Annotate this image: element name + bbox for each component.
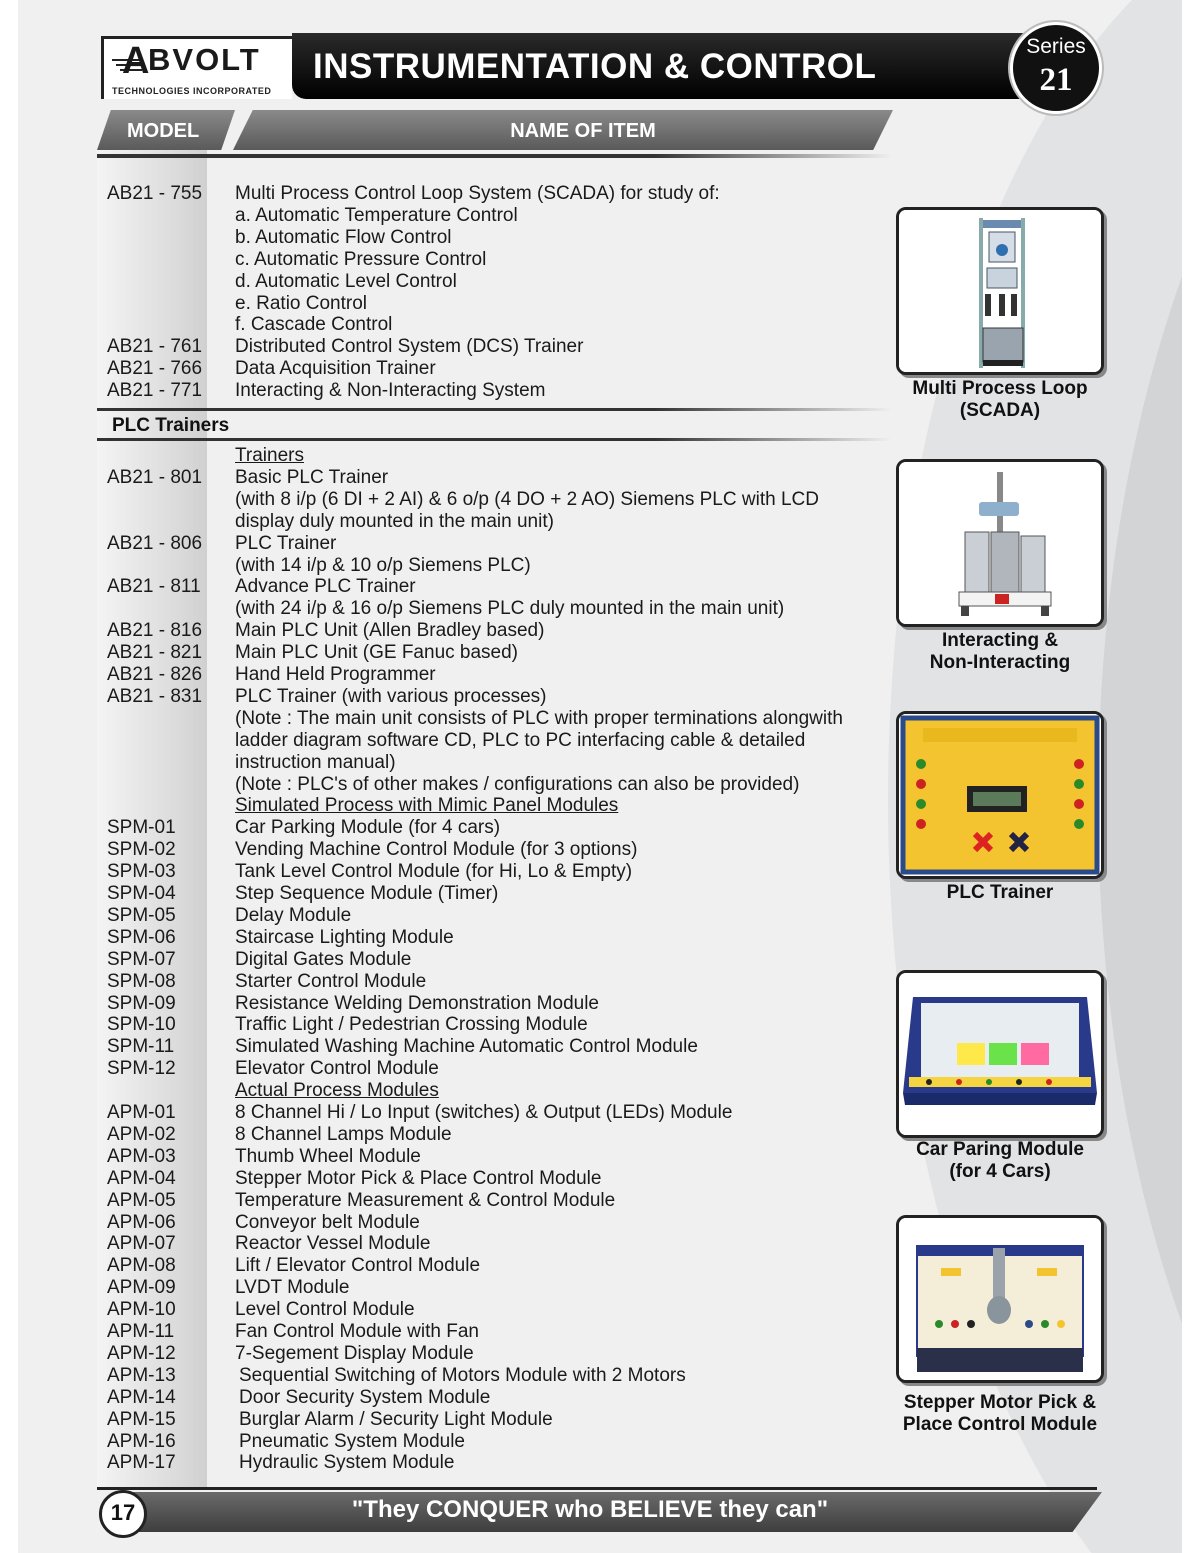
item-name: Data Acquisition Trainer: [235, 358, 436, 380]
item-row: [0, 1431, 880, 1453]
item-name: d. Automatic Level Control: [235, 270, 457, 292]
photo-interacting: [896, 459, 1104, 627]
item-name: Staircase Lighting Module: [235, 926, 454, 948]
item-row: [0, 533, 880, 555]
item-name: Lift / Elevator Control Module: [235, 1255, 481, 1277]
item-name: 8 Channel Lamps Module: [235, 1123, 452, 1145]
item-row: [0, 752, 880, 774]
item-name: 8 Channel Hi / Lo Input (switches) & Output (LEDs) Module: [235, 1102, 733, 1123]
item-name: Door Security System Module: [239, 1386, 491, 1408]
item-row: [0, 620, 880, 642]
item-row: [0, 1452, 880, 1474]
model-code: SPM-01: [107, 817, 176, 839]
photo-stepper-motor-module: [896, 1215, 1104, 1383]
item-row: [0, 598, 880, 620]
header-divider: [97, 154, 892, 158]
model-code: APM-11: [107, 1321, 175, 1342]
item-name: Level Control Module: [235, 1299, 415, 1321]
model-code: APM-14: [107, 1386, 176, 1408]
multi-process-loop-image: [899, 210, 1101, 372]
model-code: APM-15: [107, 1408, 176, 1430]
item-row: [0, 642, 880, 664]
item-row: [0, 686, 880, 708]
model-code: APM-07: [107, 1233, 176, 1255]
item-row: [0, 1387, 880, 1409]
item-row: [0, 576, 880, 598]
logo-tagline: TECHNOLOGIES INCORPORATED: [112, 86, 272, 96]
item-row: [0, 1212, 880, 1234]
item-row: [0, 817, 880, 839]
model-code: APM-16: [107, 1430, 176, 1452]
item-row: [0, 1080, 880, 1102]
item-name: display duly mounted in the main unit): [235, 510, 554, 532]
caption-interacting: [880, 630, 1120, 674]
item-row: [0, 1190, 880, 1212]
item-row: [0, 839, 880, 861]
item-row: [0, 971, 880, 993]
model-code: AB21 - 806: [107, 532, 203, 554]
model-code: AB21 - 761: [107, 336, 203, 358]
item-name: a. Automatic Temperature Control: [235, 204, 518, 226]
item-row: [0, 1409, 880, 1431]
model-code: APM-09: [107, 1277, 176, 1299]
caption-line: (SCADA): [959, 400, 1041, 421]
footer-divider: [97, 1487, 1097, 1490]
item-name: Temperature Measurement & Control Module: [235, 1189, 616, 1211]
item-name: Car Parking Module (for 4 cars): [235, 817, 501, 839]
item-name: Multi Process Control Loop System (SCADA) for study of:: [235, 183, 720, 204]
model-code: AB21 - 811: [107, 576, 201, 598]
plc-trainer-image: [899, 714, 1101, 876]
item-name: Fan Control Module with Fan: [235, 1321, 479, 1342]
item-name: Resistance Welding Demonstration Module: [235, 992, 599, 1014]
model-code: APM-06: [107, 1211, 176, 1233]
item-row: [0, 1343, 880, 1365]
model-code: APM-03: [107, 1145, 176, 1167]
item-name: e. Ratio Control: [235, 292, 368, 314]
item-row: [0, 445, 880, 467]
series-label: Series: [1026, 35, 1086, 58]
subsection-heading: Simulated Process with Mimic Panel Modules: [235, 795, 619, 817]
interacting-system-image: [899, 462, 1101, 624]
caption-line: Car Paring Module: [916, 1139, 1084, 1160]
item-row: [0, 1365, 880, 1387]
item-row: [0, 993, 880, 1015]
item-row: [0, 708, 880, 730]
model-code: AB21 - 816: [107, 620, 203, 642]
item-row: [0, 664, 880, 686]
item-name: Step Sequence Module (Timer): [235, 883, 499, 904]
item-row: [0, 249, 880, 271]
model-code: APM-13: [107, 1364, 176, 1386]
item-name: Tank Level Control Module (for Hi, Lo & Empty): [235, 861, 633, 883]
item-row: [0, 730, 880, 752]
item-name: Pneumatic System Module: [239, 1430, 465, 1452]
model-code: APM-02: [107, 1123, 176, 1145]
item-row: [0, 1233, 880, 1255]
model-code: AB21 - 766: [107, 358, 203, 380]
model-code: SPM-07: [107, 948, 176, 970]
item-name: Traffic Light / Pedestrian Crossing Module: [235, 1014, 588, 1036]
model-code: APM-05: [107, 1189, 176, 1211]
item-row: [0, 1168, 880, 1190]
item-row: [0, 1299, 880, 1321]
item-row: [0, 1058, 880, 1080]
item-name: (Note : The main unit consists of PLC with proper terminations alongwith: [235, 707, 843, 729]
item-row: [0, 1124, 880, 1146]
item-row: [0, 358, 880, 380]
item-row: [0, 271, 880, 293]
item-name: Hydraulic System Module: [239, 1452, 455, 1474]
item-row: [0, 336, 880, 358]
item-name: Thumb Wheel Module: [235, 1145, 421, 1167]
item-name: PLC Trainer (with various processes): [235, 685, 547, 707]
item-name: Distributed Control System (DCS) Trainer: [235, 336, 584, 358]
item-name: (Note : PLC's of other makes / configurations can also be provided): [235, 773, 800, 795]
caption-line: Place Control Module: [902, 1414, 1098, 1435]
item-name: Basic PLC Trainer: [235, 466, 389, 488]
model-code: APM-12: [107, 1342, 176, 1364]
model-code: AB21 - 831: [107, 685, 203, 707]
model-code: APM-04: [107, 1167, 176, 1189]
model-code: SPM-08: [107, 970, 176, 992]
section-divider-top: [97, 408, 892, 411]
item-name: instruction manual): [235, 751, 396, 773]
item-row: [0, 883, 880, 905]
model-code: SPM-04: [107, 883, 176, 904]
stepper-motor-module-image: [899, 1218, 1101, 1380]
item-name: Vending Machine Control Module (for 3 options): [235, 839, 638, 861]
section-divider-bottom: [97, 438, 892, 441]
item-name: Starter Control Module: [235, 970, 427, 992]
car-parking-module-image: [899, 973, 1101, 1135]
name-column-label: NAME OF ITEM: [510, 120, 656, 142]
caption-line: Interacting &: [941, 630, 1059, 651]
item-name: Sequential Switching of Motors Module with 2 Motors: [239, 1364, 686, 1386]
item-name: c. Automatic Pressure Control: [235, 248, 487, 270]
item-name: Burglar Alarm / Security Light Module: [239, 1408, 553, 1430]
item-row: [0, 293, 880, 315]
item-name: LVDT Module: [235, 1277, 350, 1299]
footer-quote: "They CONQUER who BELIEVE they can": [351, 1496, 829, 1523]
item-row: [0, 314, 880, 336]
model-code: AB21 - 801: [107, 466, 203, 488]
caption-car-parking-module: [880, 1139, 1120, 1183]
caption-line: (for 4 Cars): [949, 1161, 1051, 1182]
model-code: SPM-09: [107, 992, 176, 1014]
series-number: 21: [1039, 62, 1073, 98]
caption-plc-trainer: [880, 882, 1120, 904]
caption-line: Non-Interacting: [929, 652, 1071, 673]
model-code: SPM-06: [107, 926, 176, 948]
model-code: AB21 - 755: [107, 183, 203, 204]
subsection-heading: Actual Process Modules: [235, 1080, 439, 1102]
item-row: [0, 949, 880, 971]
model-code: APM-10: [107, 1299, 176, 1321]
model-column-label: MODEL: [127, 120, 200, 142]
item-row: [0, 1102, 880, 1124]
caption-line: Stepper Motor Pick &: [903, 1392, 1097, 1413]
item-row: [0, 511, 880, 533]
item-name: (with 14 i/p & 10 o/p Siemens PLC): [235, 554, 531, 576]
caption-line: PLC Trainer: [946, 882, 1054, 903]
item-row: [0, 467, 880, 489]
caption-line: Multi Process Loop: [912, 378, 1088, 399]
item-name: Delay Module: [235, 904, 352, 926]
item-name: f. Cascade Control: [235, 314, 393, 336]
item-row: [0, 795, 880, 817]
item-row: [0, 1014, 880, 1036]
photo-car-parking-module: [896, 970, 1104, 1138]
photo-plc-trainer: [896, 711, 1104, 879]
item-name: PLC Trainer: [235, 532, 337, 554]
item-row: [0, 489, 880, 511]
model-code: SPM-10: [107, 1014, 176, 1036]
caption-multi-process-loop: [880, 378, 1120, 422]
item-row: [0, 227, 880, 249]
item-row: [0, 205, 880, 227]
item-name: Hand Held Programmer: [235, 664, 436, 685]
item-row: [0, 1321, 880, 1343]
photo-multi-process-loop: [896, 207, 1104, 375]
item-name: (with 8 i/p (6 DI + 2 AI) & 6 o/p (4 DO + 2 AO) Siemens PLC with LCD: [235, 488, 819, 510]
item-row: [0, 774, 880, 796]
item-row: [0, 555, 880, 577]
model-code: SPM-03: [107, 861, 176, 883]
item-name: Digital Gates Module: [235, 948, 412, 970]
item-row: [0, 380, 880, 402]
subsection-heading: Trainers: [235, 445, 304, 466]
item-name: Main PLC Unit (Allen Bradley based): [235, 620, 545, 642]
model-code: AB21 - 826: [107, 664, 203, 685]
model-code: APM-01: [107, 1102, 176, 1123]
item-name: Advance PLC Trainer: [235, 576, 416, 598]
model-code: APM-08: [107, 1255, 176, 1277]
item-row: [0, 183, 880, 205]
item-row: [0, 1277, 880, 1299]
item-name: Conveyor belt Module: [235, 1211, 420, 1233]
item-row: [0, 1255, 880, 1277]
model-code: AB21 - 771: [107, 380, 203, 402]
item-name: Simulated Washing Machine Automatic Control Module: [235, 1036, 698, 1058]
item-row: [0, 861, 880, 883]
item-name: Main PLC Unit (GE Fanuc based): [235, 642, 519, 664]
logo-initial: A: [122, 40, 150, 82]
logo-wordmark: BVOLT: [148, 42, 261, 77]
model-code: SPM-12: [107, 1058, 176, 1080]
section-heading-plc: PLC Trainers: [112, 415, 230, 436]
caption-stepper-motor-module: [880, 1392, 1120, 1436]
item-name: b. Automatic Flow Control: [235, 226, 452, 248]
item-row: [0, 927, 880, 949]
item-row: [0, 1146, 880, 1168]
item-name: 7-Segement Display Module: [235, 1342, 474, 1364]
item-name: Stepper Motor Pick & Place Control Module: [235, 1167, 602, 1189]
item-name: (with 24 i/p & 16 o/p Siemens PLC duly mounted in the main unit): [235, 598, 785, 620]
model-code: AB21 - 821: [107, 642, 203, 664]
item-name: Interacting & Non-Interacting System: [235, 380, 546, 402]
item-row: [0, 905, 880, 927]
model-code: SPM-11: [107, 1036, 175, 1058]
item-name: ladder diagram software CD, PLC to PC interfacing cable & detailed: [235, 729, 806, 751]
model-code: SPM-02: [107, 839, 176, 861]
model-code: SPM-05: [107, 904, 176, 926]
item-row: [0, 1036, 880, 1058]
item-name: Reactor Vessel Module: [235, 1233, 431, 1255]
model-code: APM-17: [107, 1452, 176, 1474]
page-title: INSTRUMENTATION & CONTROL: [313, 47, 877, 86]
page-number: 17: [110, 1500, 136, 1525]
item-name: Elevator Control Module: [235, 1058, 439, 1080]
